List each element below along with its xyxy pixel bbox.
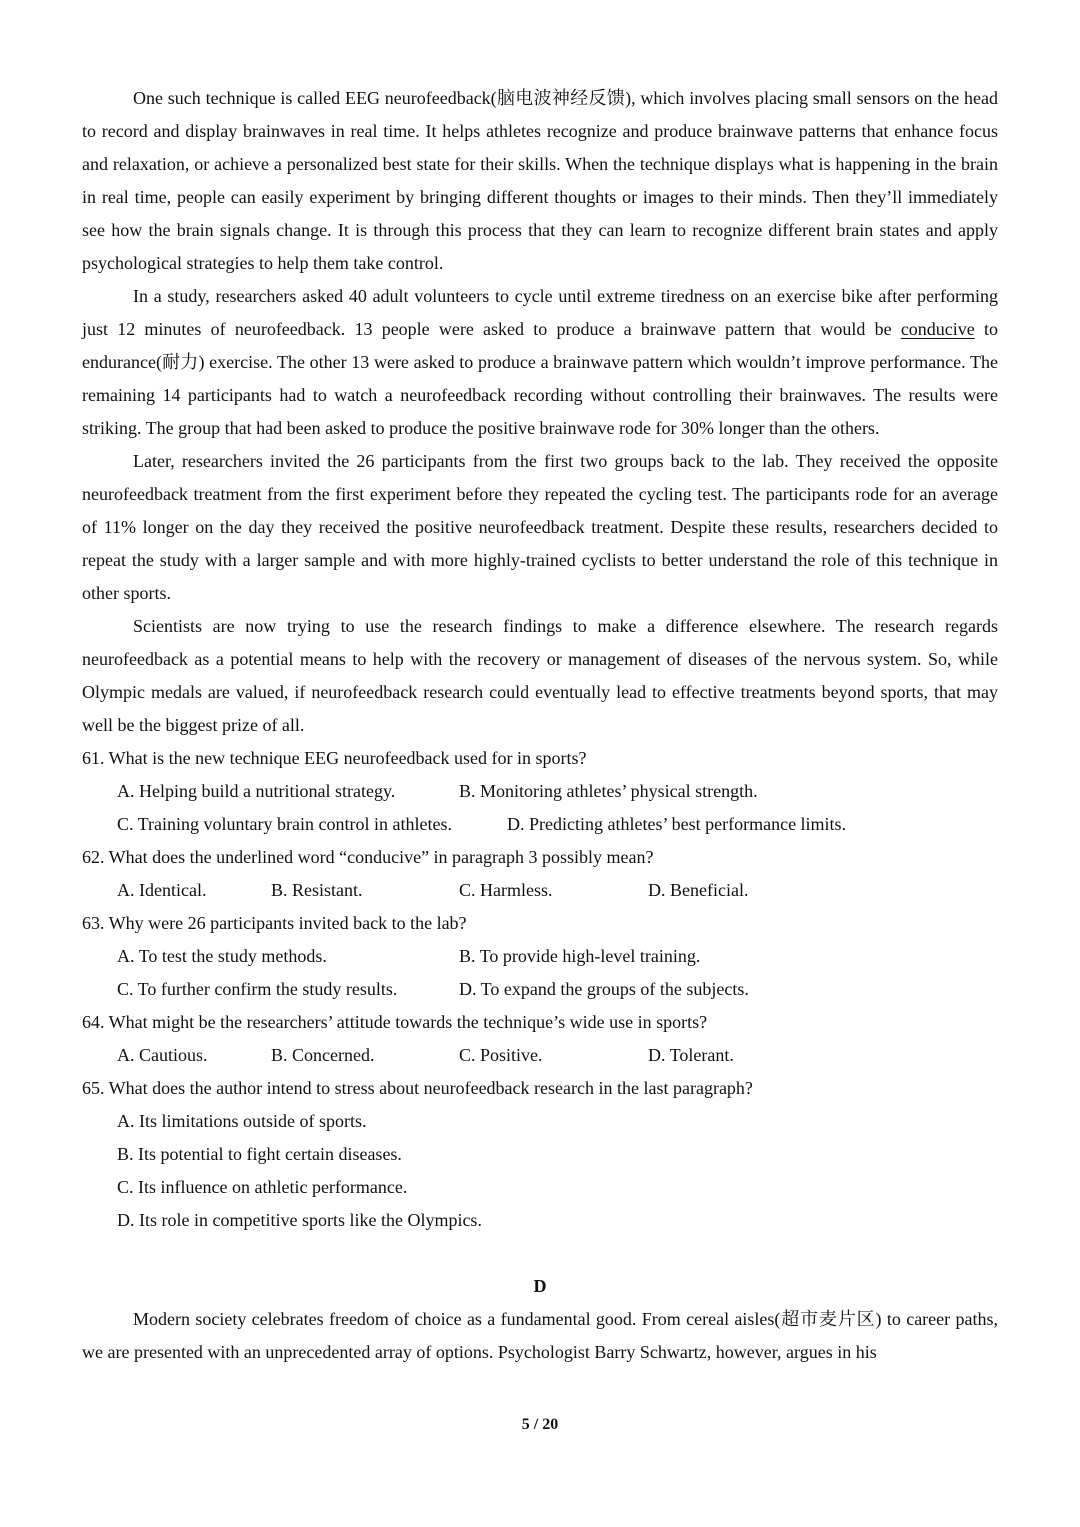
question-65-option-a-row: [82, 1105, 998, 1138]
question-61-option-d: D. Predicting athletes’ best performance limits.: [507, 814, 847, 834]
question-65-option-b: B. Its potential to fight certain diseases.: [117, 1144, 402, 1164]
question-63-stem: 63. Why were 26 participants invited back to the lab?: [82, 913, 467, 933]
document-page: [82, 82, 998, 1369]
passage-paragraph-4: Scientists are now trying to use the research findings to make a difference elsewhere. The research regards neurofeedback as a potential means to help with the recovery or management of diseases of the nervous system. So, while Olympic medals are valued, if neurofeedback research could eventually lead to effective treatments beyond sports, that may well be the biggest prize of all.: [82, 616, 998, 735]
question-64-option-c: C. Positive.: [459, 1045, 543, 1065]
question-61-options-row-2: [82, 808, 998, 841]
question-63-option-a: A. To test the study methods.: [117, 946, 327, 966]
question-61-stem: 61. What is the new technique EEG neurofeedback used for in sports?: [82, 748, 587, 768]
question-65-stem: 65. What does the author intend to stress about neurofeedback research in the last paragraph?: [82, 1078, 753, 1098]
question-65-option-a: A. Its limitations outside of sports.: [117, 1111, 367, 1131]
question-64-option-d: D. Tolerant.: [648, 1045, 734, 1065]
underlined-word-conducive: conducive: [900, 319, 975, 339]
question-63-option-c: C. To further confirm the study results.: [117, 979, 398, 999]
question-64-stem: 64. What might be the researchers’ attitude towards the technique’s wide use in sports?: [82, 1012, 708, 1032]
question-63-options-row-2: [82, 973, 998, 1006]
paragraph-2-text-b: to endurance(耐力) exercise. The other 13 were asked to produce a brainwave pattern which wouldn’t improve performance. The remaining 14 participants had to watch a neurofeedback recording without controlling their brainwaves. The results were striking. The group that had been asked to produce the positive brainwave rode for 30% longer than the others.: [82, 319, 998, 438]
passage-paragraph-2: [82, 280, 998, 445]
question-64-option-b: B. Concerned.: [271, 1045, 375, 1065]
section-d-paragraph-1: Modern society celebrates freedom of choice as a fundamental good. From cereal aisles(超市麦片区) to career paths, we are presented with an unprecedented array of options. Psychologist Barry Schwartz, however, argues in his: [82, 1309, 998, 1362]
question-63-option-b: B. To provide high-level training.: [459, 946, 701, 966]
question-62-option-a: A. Identical.: [117, 880, 207, 900]
question-64-option-a: A. Cautious.: [117, 1045, 208, 1065]
question-63-options-row-1: [82, 940, 998, 973]
section-d-heading: D: [533, 1276, 547, 1296]
question-65-option-c: C. Its influence on athletic performance.: [117, 1177, 408, 1197]
question-65-option-c-row: [82, 1171, 998, 1204]
page-number: 5 / 20: [521, 1416, 559, 1433]
passage-paragraph-1: One such technique is called EEG neurofeedback(脑电波神经反馈), which involves placing small sensors on the head to record and display brainwaves in real time. It helps athletes recognize and produce brainwave patterns that enhance focus and relaxation, or achieve a personalized best state for their skills. When the technique displays what is happening in the brain in real time, people can easily experiment by bringing different thoughts or images to their minds. Then they’ll immediately see how the brain signals change. It is through this process that they can learn to recognize different brain states and apply psychological strategies to help them take control.: [82, 88, 998, 273]
question-62-option-c: C. Harmless.: [459, 880, 553, 900]
question-65-option-d-row: [82, 1204, 998, 1237]
question-62-options-row: [82, 874, 998, 907]
question-63-option-d: D. To expand the groups of the subjects.: [459, 979, 749, 999]
question-61-option-a: A. Helping build a nutritional strategy.: [117, 781, 396, 801]
question-62-option-b: B. Resistant.: [271, 880, 363, 900]
question-61-options-row-1: [82, 775, 998, 808]
question-64-options-row: [82, 1039, 998, 1072]
question-62-stem: 62. What does the underlined word “conducive” in paragraph 3 possibly mean?: [82, 847, 654, 867]
question-65-option-d: D. Its role in competitive sports like the Olympics.: [117, 1210, 482, 1230]
passage-paragraph-3: Later, researchers invited the 26 participants from the first two groups back to the lab. They received the opposite neurofeedback treatment from the first experiment before they repeated the cycling test. The participants rode for an average of 11% longer on the day they received the positive neurofeedback treatment. Despite these results, researchers decided to repeat the study with a larger sample and with more highly-trained cyclists to better understand the role of this technique in other sports.: [82, 451, 998, 603]
paragraph-2-text-a: In a study, researchers asked 40 adult volunteers to cycle until extreme tiredness on an exercise bike after performing just 12 minutes of neurofeedback. 13 people were asked to produce a brainwave pattern that would be: [82, 286, 998, 339]
question-61-option-c: C. Training voluntary brain control in athletes.: [117, 814, 452, 834]
question-62-option-d: D. Beneficial.: [648, 880, 749, 900]
question-61-option-b: B. Monitoring athletes’ physical strength.: [459, 781, 758, 801]
question-65-option-b-row: [82, 1138, 998, 1171]
